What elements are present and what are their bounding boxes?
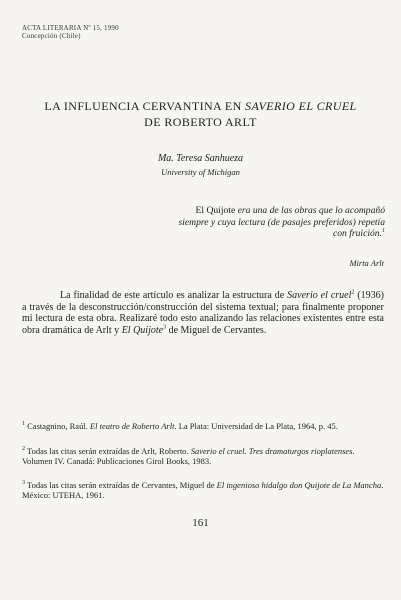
journal-header-line2: Concepción (Chile) — [22, 32, 81, 40]
body-work-title: Saverio el cruel — [287, 290, 352, 301]
footnote-2-text-b: . Volumen IV. Canadá: Publicaciones Girol Books, 1983. — [22, 446, 355, 467]
body-text-c: de Miguel de Cervantes. — [166, 324, 267, 336]
footnote-1-text-a: Castagnino, Raúl. — [27, 421, 90, 431]
body-paragraph — [22, 290, 384, 336]
body-work-title-2: El Quijote — [121, 324, 164, 336]
footnote-2 — [22, 446, 384, 467]
footnote-3-number: 3 — [22, 480, 25, 487]
title-prefix: LA INFLUENCIA CERVANTINA EN — [44, 99, 246, 113]
body-text-a: La finalidad de este artículo es analizar la estructura de — [60, 290, 288, 301]
footnote-2-title: Saverio el cruel. Tres dramaturgos rioplatenses — [190, 446, 353, 456]
footnote-mark-3: 3 — [163, 324, 167, 331]
author-name: Ma. Teresa Sanhueza — [157, 153, 244, 164]
epigraph — [170, 205, 385, 240]
article-title-line1 — [0, 99, 401, 114]
article-title-line2: DE ROBERTO ARLT — [144, 115, 257, 129]
footnote-mark-2: 2 — [351, 289, 355, 296]
footnote-1-text-b: . La Plata: Universidad de La Plata, 1964, p. 45. — [174, 421, 338, 431]
footnote-3 — [22, 480, 384, 501]
body-text-b: (1936) a través de la desconstrucción/construcción del sistema textual; para finalmente proponer mi lectura de esta obra. Realizaré todo esto analizando las relaciones existentes entre esta obra dramática de Arlt y — [22, 290, 385, 336]
page-number: 161 — [192, 517, 209, 529]
footnote-2-number: 2 — [22, 446, 25, 453]
footnote-1-title: El teatro de Roberto Arlt — [89, 421, 175, 431]
epigraph-text: era una de las obras que lo acompañó siempre y cuya lectura (de pasajes preferidos) repetía con fruición. — [178, 205, 385, 239]
title-work: SAVERIO EL CRUEL — [245, 99, 357, 113]
journal-header — [22, 24, 119, 40]
footnote-3-text-b: . México: UTEHA, 1961. — [22, 480, 384, 501]
footnote-1-number: 1 — [22, 421, 25, 428]
author-affiliation: University of Michigan — [161, 167, 240, 177]
epigraph-footnote-mark: 1 — [382, 227, 385, 234]
epigraph-work: El Quijote — [195, 205, 236, 216]
footnote-3-text-a: Todas las citas serán extraídas de Cervantes, Miguel de — [26, 480, 217, 490]
footnote-1 — [22, 421, 384, 431]
epigraph-attribution: Mirta Arlt — [349, 258, 384, 268]
journal-header-line1: ACTA LITERARIA Nº 15, 1990 — [22, 24, 119, 32]
footnote-2-text-a: Todas las citas serán extraídas de Arlt, Roberto. — [26, 446, 191, 456]
footnote-3-title: El ingenioso hidalgo don Quijote de La Mancha — [216, 480, 382, 490]
